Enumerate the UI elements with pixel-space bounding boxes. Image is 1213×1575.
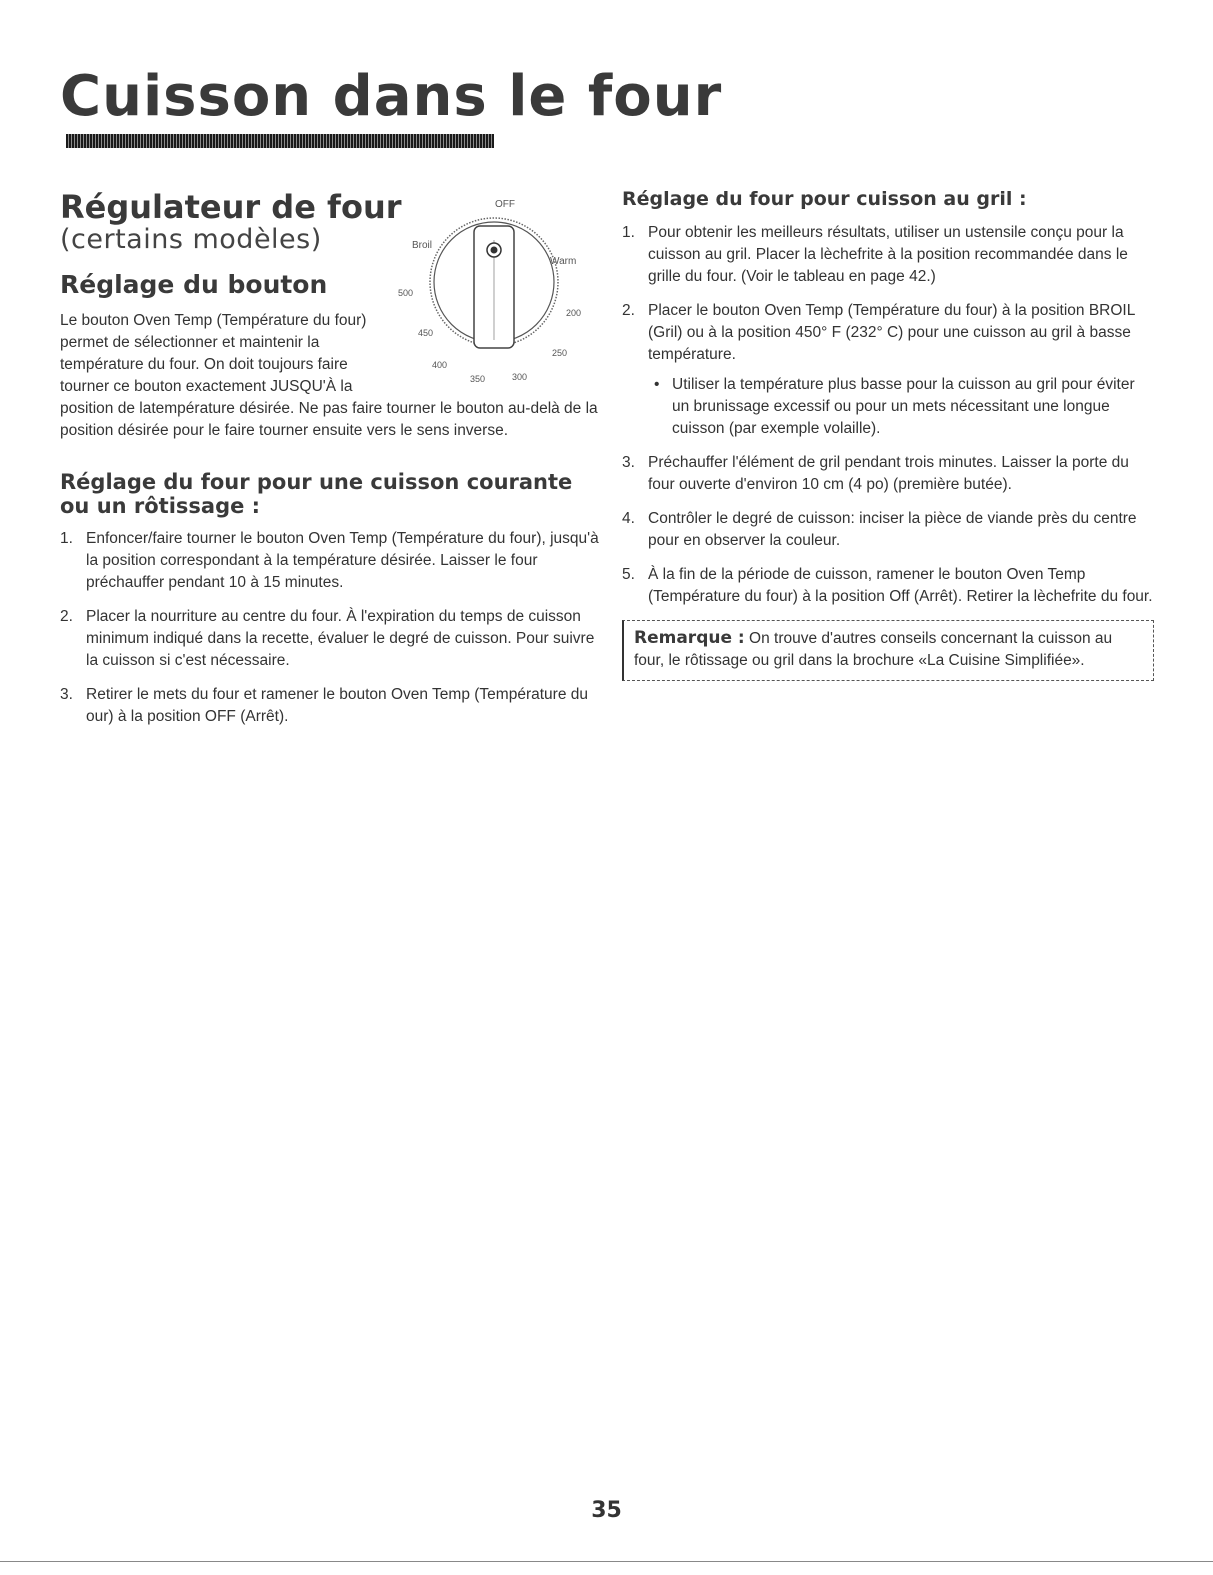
dial-label-300: 300 <box>512 372 528 382</box>
page-number: 35 <box>591 1498 622 1523</box>
list-item: 5. À la fin de la période de cuisson, ramener le bouton Oven Temp (Température du four) à la position Off (Arrêt). Retirer la lèchefrite du four. <box>622 566 1153 605</box>
list-item: 1. Enfoncer/faire tourner le bouton Oven Temp (Température du four), jusqu'à la position correspondant à la température désirée. Laisser le four préchauffer pendant 10 à 15 minutes. <box>60 530 599 591</box>
dial-label-broil: Broil <box>412 240 433 251</box>
broil-heading: Réglage du four pour cuisson au gril : <box>622 188 1027 210</box>
dial-label-off: OFF <box>495 199 515 210</box>
left-column <box>60 190 600 740</box>
knob-setting-heading: Réglage du bouton <box>60 270 328 299</box>
right-column <box>622 188 1154 681</box>
list-item: 3. Préchauffer l'élément de gril pendant trois minutes. Laisser la porte du four ouverte d'environ 10 cm (4 po) (première butée). <box>622 454 1129 493</box>
broil-tip-bullet: • Utiliser la température plus basse pour la cuisson au gril pour éviter un brunissage excessif ou pour un mets nécessitant une longue cuisson (par exemple volaille). <box>654 376 1135 437</box>
bottom-rule <box>0 1561 1213 1562</box>
list-item: 1. Pour obtenir les meilleurs résultats, utiliser un ustensile conçu pour la cuisson au gril. Placer la lèchefrite à la position recommandée dans le grille du four. (Voir le tableau en page 42.) <box>622 224 1128 285</box>
dial-label-450: 450 <box>418 328 434 338</box>
note-text: On trouve d'autres conseils concernant la cuisson au four, le rôtissage ou gril dans la brochure «La Cuisine Simplifiée». <box>634 630 1113 669</box>
dial-label-250: 250 <box>552 348 568 358</box>
bake-roast-heading: Réglage du four pour une cuisson courante ou un rôtissage : <box>60 470 573 518</box>
list-item: 2. Placer la nourriture au centre du four. À l'expiration du temps de cuisson minimum indiqué dans la recette, évaluer le degré de cuisson. Pour suivre la cuisson si c'est nécessaire. <box>60 608 595 669</box>
oven-control-subheading: (certains modèles) <box>60 224 322 255</box>
list-item: 4. Contrôler le degré de cuisson: inciser la pièce de viande près du centre pour en observer la couleur. <box>622 510 1137 549</box>
page-title: Cuisson dans le four <box>60 64 723 129</box>
dial-label-350: 350 <box>470 374 486 384</box>
dial-label-500: 500 <box>398 288 414 298</box>
bake-steps-list <box>60 528 600 728</box>
title-underline <box>66 134 494 148</box>
dial-label-400: 400 <box>432 360 448 370</box>
broil-steps-list <box>622 222 1154 608</box>
list-item: 3. Retirer le mets du four et ramener le bouton Oven Temp (Température du our) à la position OFF (Arrêt). <box>60 686 588 725</box>
list-item: 2. Placer le bouton Oven Temp (Température du four) à la position BROIL (Gril) ou à la position 450° F (232° C) pour une cuisson au gril à basse température. • Utiliser la température plus basse pour la cuisson au gril pour éviter un brunissage excessif ou pour un mets nécessitant une longue cuisson (par exemple volaille). <box>622 300 1154 440</box>
oven-control-heading: Régulateur de four <box>60 188 402 226</box>
oven-temp-dial-icon <box>390 190 600 390</box>
dial-label-200: 200 <box>566 308 582 318</box>
note-box <box>622 620 1154 681</box>
note-label: Remarque : <box>634 628 745 648</box>
knob-setting-text-a: Le bouton Oven Temp (Température du four) permet de sélectionner et maintenir la température du four. On doit toujours faire tourner ce bouton exactement JUSQU'À la <box>60 312 367 395</box>
oven-temp-dial <box>390 190 600 390</box>
dial-label-warm: Warm <box>550 256 577 267</box>
knob-setting-text-b: position de latempérature désirée. Ne pas faire tourner le bouton au-delà de la position désirée pour le faire tourner ensuite vers le sens inverse. <box>60 400 598 439</box>
